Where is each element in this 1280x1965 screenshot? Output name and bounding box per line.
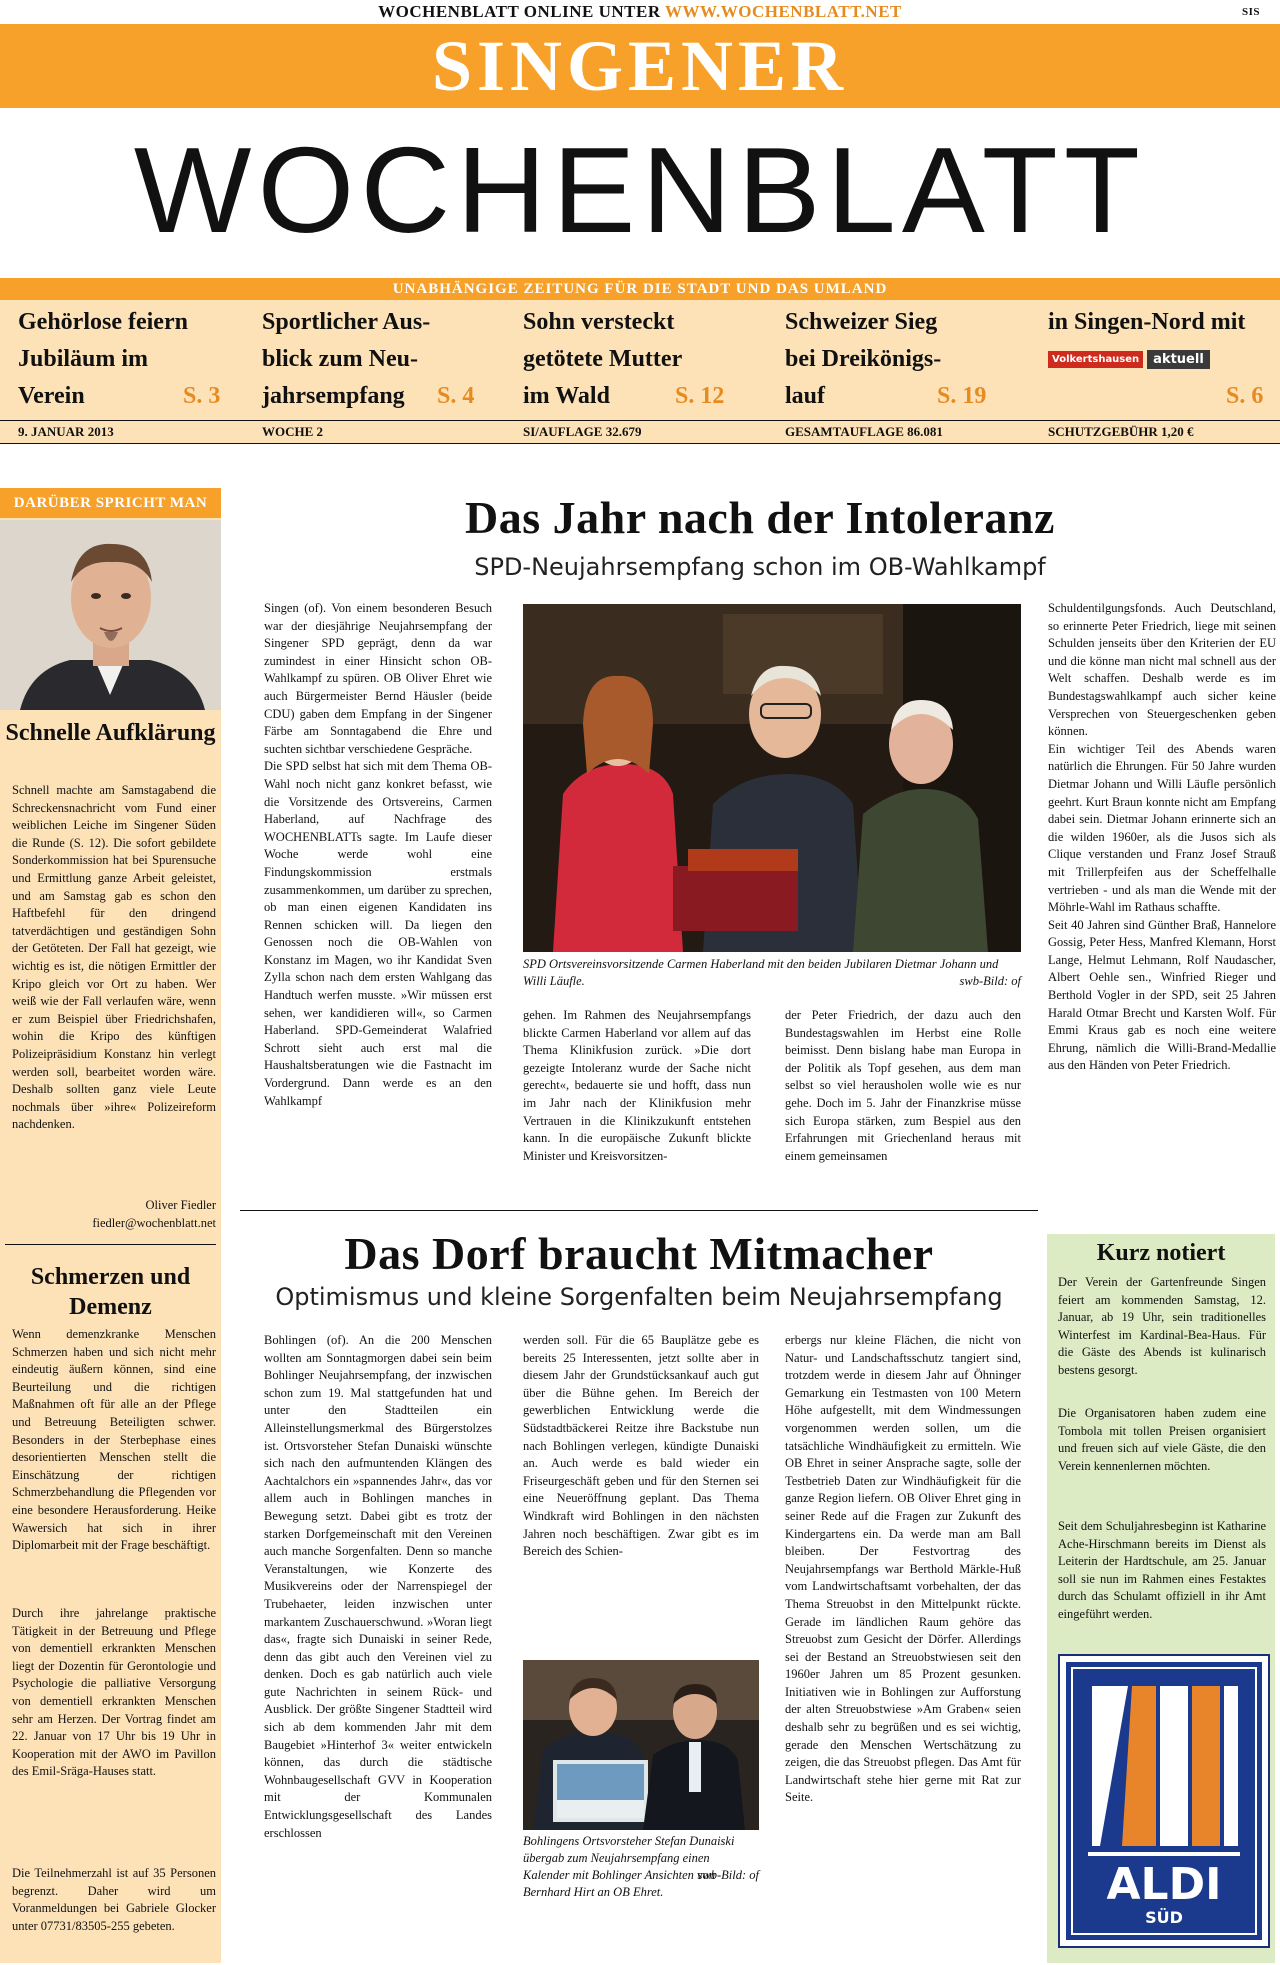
edition-code: SIS bbox=[1241, 6, 1260, 18]
sidebar-email[interactable]: fiedler@wochenblatt.net bbox=[92, 1216, 216, 1230]
teaser-line: Verein bbox=[18, 383, 85, 409]
article2-column-1: Bohlingen (of). An die 200 Menschen wollten am Sonntagmorgen dabei sein beim Bohlinger Neujahrsempfang, der inzwischen schon zum 19. Mal stattgefunden hat und unter den Stadtteilen ein Alleinstellungsmerkmal des Bürgerstolzes ist. Ortsvorsteher Stefan Dunaiski wünschte sich nach den aufmuntenden Klängen des Aachtalchors ein »spannendes Jahr«, das vor allem auch in Bohlingen manches in Bewegung setzt. Dabei gibt es trotz der starken Dorfgemeinschaft mit den Vereinen auch manche Sorgenfalten. Denn so manche Veranstaltungen, wie Konzerte des Musikvereins oder der Narrenspiegel der Trubehaeter, leiden inzwischen unter markantem Zuschauerschwund. »Woran liegt das«, fragte sich Dunaiski in seiner Rede, denn das gibt auch den Vereinen viel zu denken. Doch es gab natürlich auch viele gute Nachrichten in seinem Rück- und Ausblick. Der größte Singener Stadtteil wird sich ab dem kommenden Jahr mit dem Baugebiet »Hinterhof 3« weiter entwickeln können, das durch die städtische Wohnbaugesellschaft GVV in Kooperation mit der Kommunalen Entwicklungsgesellschaft des Landes erschlossen bbox=[264, 1333, 492, 1840]
article2-photo bbox=[523, 1660, 759, 1830]
kurz-notiert-item: Der Verein der Gartenfreunde Singen feiert am kommenden Samstag, 12. Januar, ab 19 Uhr, sein traditionelles Winterfest im Kardinal-Bea-Haus. Für die Gäste des Abends ist kulinarisch bestens gesorgt. bbox=[1058, 1275, 1266, 1377]
article1-column-4: Schuldentilgungsfonds. Auch Deutschland, so erinnerte Peter Friedrich, liege mit seinen Schulden jenseits über den Kriterien der EU und die könne man nicht mal schnell aus der Welt schaffen. Deshalb werde es im Bundestagswahlkampf auch sicher keine Versprechen von Steuergeschenken geben können. Ein wichtiger Teil des Abends waren natürlich die Ehrungen. Für 50 Jahre wurden Dietmar Johann und Willi Läufle persönlich geehrt. Kurt Braun konnte nicht am Empfang dabei sein. Dietmar Johann erinnerte sich an die wilden 1960er, als die Jusos sich als Clique verstanden und Franz Josef Strauß mit Trillerpfeifen aus der Scheffelhalle vertrieben - und als man die Wende mit der Möhrle-Wahl im Rathaus schaffte. Seit 40 Jahren sind Günther Braß, Hannelore Gossig, Peter Hess, Manfred Klemann, Horst Lange, Helmut Lehmann, Rolf Naudascher, Albert Oehle sen., Winfried Rieger und Berthold Vogler in der SPD, seit 25 Jahren Harald Otmar Brecht und Karsten Wolf. Für Emmi Kraus gab es noch eine weitere Ehrung, nämlich die Willi-Brand-Medallie aus den Händen von Peter Friedrich. bbox=[1048, 601, 1276, 1073]
article1-credit: swb-Bild: of bbox=[959, 974, 1021, 988]
article2-credit: swb-Bild: of bbox=[697, 1868, 759, 1882]
teaser-page: S. 6 bbox=[1226, 383, 1264, 409]
sidebar-header: DARÜBER SPRICHT MAN bbox=[0, 488, 221, 518]
kurz-notiert-item: Seit dem Schuljahresbeginn ist Katharine Ache-Hirschmann bereits im Dienst als Leiterin der Hardtschule, am 25. Januar soll sie nun im Rahmen eines Festaktes durch das Schulamt offiziell in ihr Amt eingeführt werden. bbox=[1058, 1519, 1266, 1621]
online-prefix: WOCHENBLATT ONLINE UNTER bbox=[378, 2, 666, 21]
issue-week: WOCHE 2 bbox=[262, 424, 324, 439]
issue-gesamtauflage: GESAMTAUFLAGE 86.081 bbox=[785, 424, 943, 439]
teaser-page: S. 12 bbox=[675, 383, 725, 409]
masthead-title-top: SINGENER bbox=[431, 26, 849, 106]
article1-caption: SPD Ortsvereinsvorsitzende Carmen Haberland mit den beiden Jubilaren Dietmar Johann und Willi Läufle. bbox=[523, 957, 999, 988]
article1-photo bbox=[523, 604, 1021, 952]
teaser-page: S. 3 bbox=[183, 383, 221, 409]
sidebar-article2-body: Wenn demenzkranke Menschen Schmerzen haben und sich nicht mehr eindeutig äußern können, sind eine Beurteilung und die richtigen Maßnahmen oft für alle an der Pflege und Betreuung Beteiligten schwer. Besonders in der Sterbephase eines desorientierten Menschen stellt die Einschätzung der richtigen Schmerzbehandlung die Pflegenden vor eine besondere Herausforderung. Heike Wawersich hat sich in ihrer Diplomarbeit mit der Frage beschäftigt. bbox=[12, 1327, 216, 1553]
aldi-brand: ALDI bbox=[1106, 1859, 1222, 1910]
article1-column-2: gehen. Im Rahmen des Neujahrsempfangs blickte Carmen Haberland vor allem auf das Thema Klinikfusion zurück. »Die dort gezeigte Intoleranz wurde der Sache nicht gerecht«, bedauerte sie und hofft, dass nun im Jahr nach der Klinikfusion mehr Vertrauen in die Klinikzukunft entstehen kann. In die europäische Zukunft blickte Minister und Kreisvorsitzen- bbox=[523, 1008, 751, 1163]
article2-column-2: werden soll. Für die 65 Bauplätze gebe es bereits 25 Interessenten, jetzt sollte aber in diesem Jahr der Grundstücksankauf auch gut über die Bühne gehen. Im Bereich der gewerblichen Entwicklung werde die Südstadtbäckerei Reitze ihre Backstube nun nach Bohlingen verlegen, kündigte Dunaiski an. Auch werde es bald wieder ein Friseurgeschäft geben und für den Sternen sei eine Neueröffnung geplant. Das Thema Windkraft wird Bohlingen in den nächsten Jahren noch beschäftigen. Zwar gibt es im Bereich des Schien- bbox=[523, 1333, 759, 1559]
article2-caption: Bohlingens Ortsvorsteher Stefan Dunaiski übergab zum Neujahrsempfang einen Kalender mit Bohlinger Ansichten von Bernhard Hirt an OB Ehret. bbox=[523, 1834, 735, 1899]
teaser-1[interactable] bbox=[18, 304, 228, 415]
issue-info bbox=[0, 420, 1280, 444]
teaser-line: blick zum Neu- bbox=[262, 346, 418, 372]
teaser-page: S. 4 bbox=[437, 383, 475, 409]
article1-subhead: SPD-Neujahrsempfang schon im OB-Wahlkampf bbox=[474, 553, 1046, 581]
author-portrait bbox=[0, 520, 221, 710]
kurz-notiert-title: Kurz notiert bbox=[1096, 1240, 1226, 1266]
teaser-line: getötete Mutter bbox=[523, 346, 683, 372]
masthead-title-main: WOCHENBLATT bbox=[133, 122, 1147, 258]
teaser-page: S. 19 bbox=[937, 383, 987, 409]
sidebar-article2-title: Schmerzen und Demenz bbox=[30, 1264, 191, 1320]
issue-auflage: SI/AUFLAGE 32.679 bbox=[523, 424, 642, 439]
teaser-line: Jubiläum im bbox=[18, 346, 149, 372]
tagline: UNABHÄNGIGE ZEITUNG FÜR DIE STADT UND DAS UMLAND bbox=[392, 281, 888, 297]
ad-logo-left: Volkertshausen bbox=[1048, 351, 1143, 368]
teaser-line: Sportlicher Aus- bbox=[262, 309, 431, 335]
article2-subhead: Optimismus und kleine Sorgenfalten beim Neujahrsempfang bbox=[275, 1283, 1003, 1311]
article1-column-1: Singen (of). Von einem besonderen Besuch war der diesjährige Neujahrsempfang der Singener SPD geprägt, denn da war zumindest in einer Hinsicht schon OB-Wahlkampf zu spüren. OB Oliver Ehret wie auch Bürgermeister Bernd Häusler (beide CDU) gaben dem Empfang in der Singener Färbe am Sonntagabend die Ehre und suchten sichtbar verschiedene Gespräche. Die SPD selbst hat sich mit dem Thema OB-Wahl noch nicht ganz konkret befasst, wie die Vorsitzende des Ortsvereins, Carmen Haberland, auf Nachfrage des WOCHENBLATTs sagte. Im Laufe dieser Woche werde wohl eine Findungskommission erstmals zusammenkommen, um darüber zu sprechen, ob man einen eigenen Kandidaten ins Rennen schicken will. Da liegen den Genossen noch die OB-Wahlen von Konstanz im Magen, wo ihr Kandidat Sven Zylla schon nach dem ersten Wahlgang das Handtuch werfen musste. »Wir müssen erst sehen, wer kandidieren will«, so Carmen Haberland. SPD-Gemeinderat Walafried Schrott sieht auch erst mal die Haushaltsberatungen wie die Fastnacht im Vordergrund. Dann werde es an den Wahlkampf bbox=[264, 601, 492, 1108]
sidebar-article2-body: Durch ihre jahrelange praktische Tätigkeit in der Betreuung und Pflege von dementiell erkrankten Menschen liegt der Dozentin für Gerontologie und Psychologie die palliative Versorgung von dementiell erkrankten Menschen sehr am Herzen. Der Vortrag findet am 22. Januar von 17 Uhr bis 19 Uhr in Kooperation mit der AWO im Pavillon des Emil-Sräga-Hauses statt. bbox=[12, 1606, 216, 1779]
aldi-ad[interactable] bbox=[1058, 1654, 1270, 1948]
sidebar-author: Oliver Fiedler bbox=[145, 1198, 216, 1212]
volkertshausen-aktuell-logo bbox=[1048, 348, 1264, 370]
teaser-line: Sohn versteckt bbox=[523, 309, 675, 335]
teaser-line: jahrsempfang bbox=[262, 383, 405, 409]
ad-logo-right: aktuell bbox=[1147, 350, 1210, 369]
sidebar-article1-body: Schnell machte am Samstagabend die Schreckensnachricht vom Fund einer weiblichen Leiche im Singener Süden die Runde (S. 12). Die sofort gebildete Sonderkommission hat bei Spurensuche und Ermittlung ganze Arbeit geleistet, und am Samstag gab es schon den Haftbefehl für den dringend tatverdächtigen und geständigen Sohn der Getöteten. Der Fall hat gezeigt, wie wichtig es ist, die nötigen Ermittler der Kripo gleich vor Ort zu haben. Wer weiß wie der Fall verlaufen wäre, wenn er zum Beispiel über Friedrichshafen, wohin die Kripo des künftigen Polizeipräsidium Konstanz hin verlegt werden soll, bearbeitet worden wäre. Deshalb sollten ganz viele Leute nochmals über »ihre« Polizeireform nachdenken. bbox=[12, 783, 216, 1132]
sidebar-divider bbox=[5, 1244, 216, 1245]
issue-price: SCHUTZGEBÜHR 1,20 € bbox=[1048, 424, 1194, 439]
online-url[interactable]: WWW.WOCHENBLATT.NET bbox=[665, 2, 902, 21]
teaser-line: bei Dreikönigs- bbox=[785, 346, 942, 372]
sidebar-article1-title: Schnelle Aufklärung bbox=[5, 720, 216, 746]
teaser-line: lauf bbox=[785, 383, 826, 409]
teaser-line: in Singen-Nord mit bbox=[1048, 309, 1246, 335]
aldi-region: SÜD bbox=[1145, 1908, 1183, 1927]
kurz-notiert-item: Die Organisatoren haben zudem eine Tombola mit tollen Preisen organisiert und freuen sich auf viele Gäste, die den Verein kennenlernen möchten. bbox=[1058, 1406, 1266, 1473]
teaser-line: im Wald bbox=[523, 383, 610, 409]
article-divider bbox=[240, 1210, 1038, 1211]
sidebar-article2-body: Die Teilnehmerzahl ist auf 35 Personen begrenzt. Daher wird um Voranmeldungen bei Gabriele Glocker unter 07731/83505-255 gebeten. bbox=[12, 1866, 216, 1933]
article1-column-3: der Peter Friedrich, der dazu auch den Bundestagswahlen im Herbst eine Rolle beimisst. Denn bislang habe man Europa in der Politik als Topf gesehen, aus dem man selbst so viel herausholen wolle wie es nur gehe. Doch im 5. Jahr der Finanzkrise müsse sich Europa stärken, zum Bespiel aus den Erfahrungen mit Griechenland heraus mit einem gemeinsamen bbox=[785, 1008, 1021, 1163]
teaser-2[interactable] bbox=[262, 304, 492, 415]
teaser-3[interactable] bbox=[523, 304, 763, 415]
article2-headline[interactable]: Das Dorf braucht Mitmacher bbox=[344, 1228, 934, 1279]
teaser-line: Schweizer Sieg bbox=[785, 309, 938, 335]
online-banner bbox=[0, 0, 1280, 24]
teaser-4[interactable] bbox=[785, 304, 1025, 415]
teaser-line: Gehörlose feiern bbox=[18, 309, 188, 335]
article1-headline[interactable]: Das Jahr nach der Intoleranz bbox=[465, 492, 1055, 543]
article2-column-3: erbergs nur kleine Flächen, die nicht von Natur- und Landschaftsschutz tangiert sind, trotzdem werde in diesem Jahr auf Öhninger Gemarkung ein Testmasten von 100 Metern Höhe aufgestellt, mit dem Windmessungen vorgenommen werden sollen, um die tatsächliche Windhäufigkeit zu ermitteln. Wie OB Ehret in seiner Ansprache sagte, solle der Testbetrieb Daten zur Windhäufigkeit für die ganze Region liefern. OB Oliver Ehret ging in seiner Rede auf die Fragen zur Zukunft des Kindergartens ein. Da werde man am Ball bleiben. Der Festvortrag des Neujahrsempfangs war Berthold Märkle-Huß vom Landwirtschaftsamt vorbehalten, der das Thema Streuobst in den Mittelpunkt rückte. Gerade im ländlichen Raum gehöre das Streuobst zum Gesicht der Dörfer. Allerdings sei der Bestand an Streuobstwiesen seit den 1960er Jahren um 85 Prozent gesunken. Initiativen wie in Bohlingen zur Aufforstung der alten Streuobstwiese »Am Graben« seien deshalb sehr zu begrüßen und es sei wichtig, gerade den Menschen Wertschätzung zu zeigen, die das Streuobst pflegen. Das Amt für Landwirtschaft stehe hier gerne mit Rat zur Seite. bbox=[785, 1333, 1021, 1805]
issue-date: 9. JANUAR 2013 bbox=[18, 424, 114, 439]
